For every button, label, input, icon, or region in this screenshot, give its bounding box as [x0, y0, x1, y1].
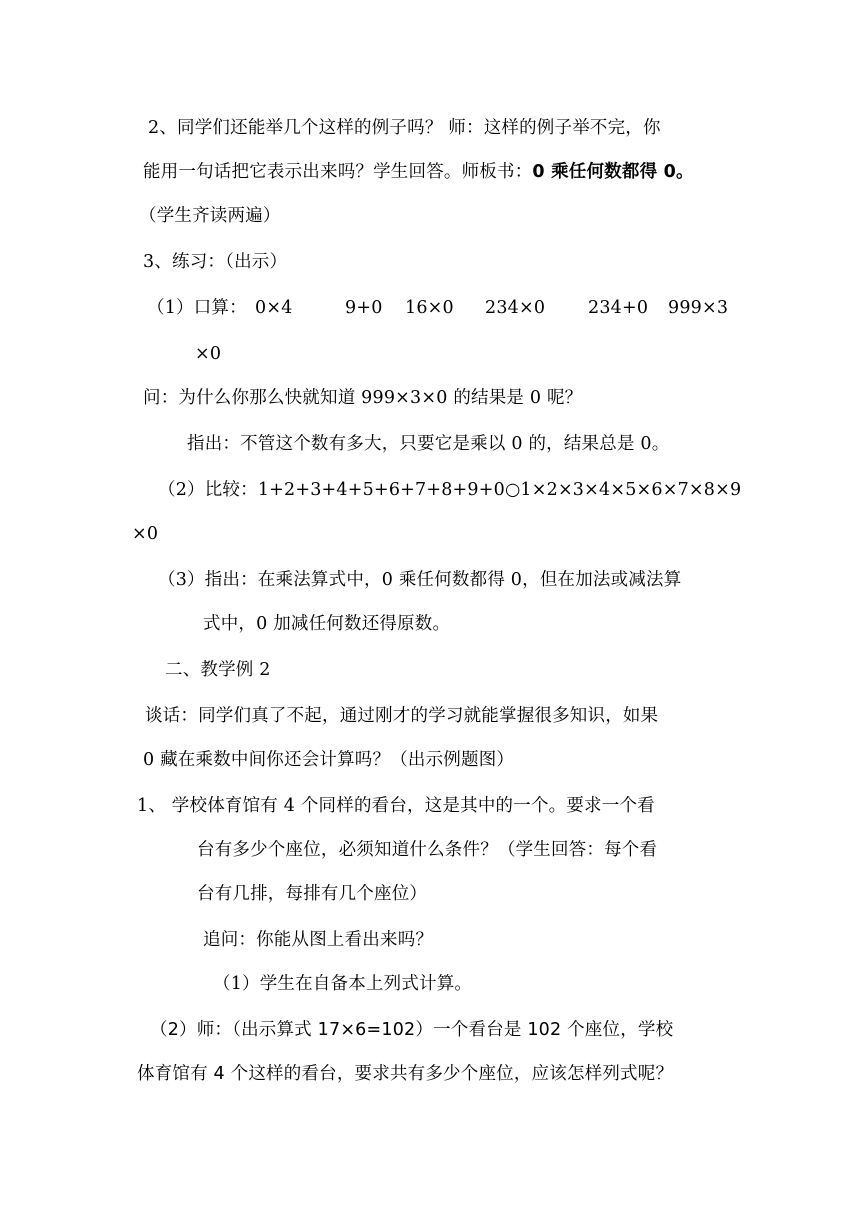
- item-line: 台有多少个座位，必须知道什么条件？（学生回答：每个看: [197, 840, 658, 860]
- paragraph-line: （学生齐读两遍）: [139, 206, 281, 226]
- calc-item: 16×0: [405, 298, 454, 318]
- item-line: 台有几排，每排有几个座位）: [197, 884, 428, 904]
- calc-item: 999×3: [668, 298, 729, 318]
- talk-line: 0 藏在乘数中间你还会计算吗？（出示例题图）: [143, 750, 515, 770]
- paragraph-line: [143, 160, 694, 184]
- compare-wrap: ×0: [132, 524, 159, 544]
- paragraph-text: 能用一句话把它表示出来吗？学生回答。师板书：: [143, 162, 533, 182]
- talk-line: 谈话：同学们真了不起，通过刚才的学习就能掌握很多知识，如果: [145, 706, 659, 726]
- calc-wrap: ×0: [195, 344, 222, 364]
- followup-line: 追问：你能从图上看出来吗？: [203, 930, 434, 950]
- exercise-label: （1）口算：: [147, 298, 247, 318]
- point-out-wrap: 式中，0 加减任何数还得原数。: [203, 614, 451, 634]
- practice-heading: 3、练习：（出示）: [143, 252, 288, 272]
- calc-item: 234+0: [588, 298, 649, 318]
- calc-item: 0×4: [255, 298, 293, 318]
- step-line: （2）师：（出示算式 17×6=102）一个看台是 102 个座位，学校: [150, 1020, 674, 1040]
- step-line: 体育馆有 4 个这样的看台，要求共有多少个座位，应该怎样列式呢？: [137, 1064, 674, 1084]
- step-line: （1）学生在自备本上列式计算。: [213, 974, 473, 994]
- calc-item: 234×0: [485, 298, 546, 318]
- mental-calc-row: [147, 296, 729, 320]
- calc-item: 9+0: [345, 298, 383, 318]
- bold-rule-text: 0 乘任何数都得 0。: [532, 162, 694, 182]
- question-line: 问：为什么你那么快就知道 999×3×0 的结果是 0 呢？: [143, 388, 583, 408]
- note-line: 指出：不管这个数有多大，只要它是乘以 0 的，结果总是 0。: [187, 434, 670, 454]
- compare-line: （2）比较：1+2+3+4+5+6+7+8+9+0○1×2×3×4×5×6×7×8×9: [158, 480, 742, 500]
- paragraph-line: 2、同学们还能举几个这样的例子吗？ 师：这样的例子举不完，你: [148, 118, 661, 138]
- section-heading: 二、教学例 2: [165, 660, 271, 680]
- item-line: 1、 学校体育馆有 4 个同样的看台，这是其中的一个。要求一个看: [137, 796, 655, 816]
- point-out-line: （3）指出：在乘法算式中，0 乘任何数都得 0，但在加法或减法算: [158, 570, 682, 590]
